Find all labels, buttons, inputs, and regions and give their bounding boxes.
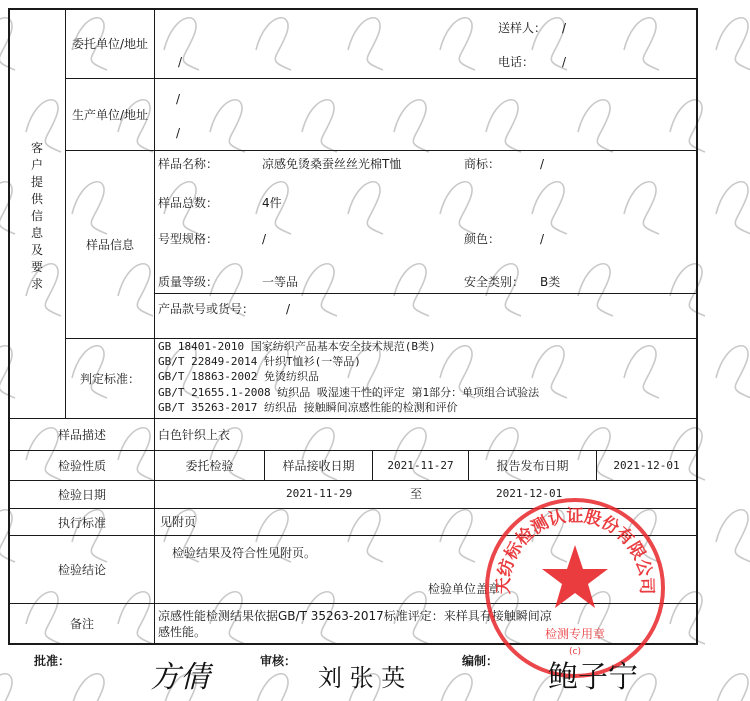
test-date-to-label: 至 xyxy=(410,487,423,501)
stamp-purpose-text: 检测专用章 xyxy=(544,627,606,641)
description-label: 样品描述 xyxy=(57,428,106,442)
safety-value: B类 xyxy=(540,275,561,289)
approve-label: 批准： xyxy=(34,654,71,668)
watermark-swirl xyxy=(440,18,475,70)
watermark-swirl xyxy=(578,264,613,316)
watermark-swirl xyxy=(716,346,750,398)
watermark-swirl xyxy=(716,674,750,701)
standard-item: GB/T 35263-2017 纺织品 接触瞬间凉感性能的检测和评价 xyxy=(158,401,458,414)
watermark-swirl xyxy=(0,674,15,701)
watermark-swirl xyxy=(716,18,750,70)
review-label: 审核： xyxy=(260,654,297,668)
watermark-swirl xyxy=(302,100,337,152)
stamp-org-text: 天纺标检测认证股份有限公司 xyxy=(493,506,657,595)
model-label: 号型规格： xyxy=(158,232,219,246)
watermark-swirl xyxy=(670,100,705,152)
watermark-swirl xyxy=(624,182,659,234)
producer-label: 生产单位/地址 xyxy=(71,108,149,122)
watermark-swirl xyxy=(486,264,521,316)
sample-count-value: 4件 xyxy=(262,196,282,210)
stamp-code-text: (c) xyxy=(569,647,581,657)
watermark-swirl xyxy=(348,182,383,234)
received-date-label: 样品接收日期 xyxy=(282,459,355,473)
watermark-swirl xyxy=(394,264,429,316)
sender-value: / xyxy=(562,21,567,35)
watermark-swirl xyxy=(440,182,475,234)
watermark-swirl xyxy=(486,100,521,152)
watermark-swirl xyxy=(670,264,705,316)
watermark-swirl xyxy=(72,674,107,701)
color-value: / xyxy=(540,232,545,246)
compile-signature: 鲍子宁 xyxy=(548,660,638,695)
watermark-swirl xyxy=(440,674,475,701)
nature-value: 委托检验 xyxy=(185,459,234,473)
brand-value: / xyxy=(540,157,545,171)
watermark-swirl xyxy=(394,100,429,152)
sample-count-label: 样品总数： xyxy=(158,196,219,210)
client-info-section-title: 客户提供信息及要求 xyxy=(30,141,43,291)
watermark-swirl xyxy=(578,100,613,152)
brand-label: 商标： xyxy=(464,157,501,171)
review-signature: 刘 张 英 xyxy=(318,664,406,692)
sender-label: 送样人： xyxy=(498,21,547,35)
grade-label: 质量等级： xyxy=(158,275,219,289)
standard-exec-label: 执行标准 xyxy=(57,515,106,530)
standards-label: 判定标准： xyxy=(79,372,140,386)
seal-label: 检验单位盖章 xyxy=(428,582,501,596)
star-icon xyxy=(542,545,608,608)
report-date-label: 报告发布日期 xyxy=(496,459,569,473)
nature-label: 检验性质 xyxy=(57,459,106,473)
watermark-swirl xyxy=(532,182,567,234)
style-label: 产品款号或货号： xyxy=(158,302,255,316)
style-value: / xyxy=(286,302,291,316)
watermark-swirl xyxy=(716,510,750,562)
description-value: 白色针织上衣 xyxy=(158,428,231,442)
watermark-swirl xyxy=(670,592,705,644)
sample-name-value: 凉感免烫桑蚕丝丝光棉T恤 xyxy=(262,157,402,171)
standard-item: GB 18401-2010 国家纺织产品基本安全技术规范(B类) xyxy=(158,340,436,353)
test-date-label: 检验日期 xyxy=(57,488,106,502)
remarks-line1: 凉感性能检测结果依据GB/T 35263-2017标准评定：来样具有接触瞬间凉 xyxy=(158,609,552,623)
remarks-line2: 感性能。 xyxy=(158,625,207,639)
color-label: 颜色： xyxy=(464,232,501,246)
watermark-swirl xyxy=(348,18,383,70)
report-date-value: 2021-12-01 xyxy=(613,459,680,472)
model-value: / xyxy=(262,232,267,246)
compile-label: 编制： xyxy=(462,654,499,668)
test-date-from: 2021-11-29 xyxy=(286,487,353,500)
approve-signature: 方倩 xyxy=(150,660,210,695)
watermark-swirl xyxy=(302,264,337,316)
standard-item: GB/T 22849-2014 针织T恤衫(一等品) xyxy=(158,355,361,368)
sample-name-label: 样品名称： xyxy=(158,157,219,171)
watermark-swirl xyxy=(256,674,291,701)
conclusion-label: 检验结论 xyxy=(57,563,106,577)
standard-exec-value: 见附页 xyxy=(160,515,197,529)
watermark-swirl xyxy=(210,100,245,152)
client-label: 委托单位/地址 xyxy=(71,37,149,51)
client-name-value: / xyxy=(178,55,183,69)
conclusion-value: 检验结果及符合性见附页。 xyxy=(172,546,317,560)
phone-value: / xyxy=(562,55,567,69)
producer-name-value: / xyxy=(176,92,181,106)
producer-address-value: / xyxy=(176,126,181,140)
standard-item: GB/T 21655.1-2008 纺织品 吸湿速干性的评定 第1部分：单项组合试验法 xyxy=(158,386,540,399)
watermark-swirl xyxy=(624,18,659,70)
watermark-swirl xyxy=(624,346,659,398)
sample-info-label: 样品信息 xyxy=(85,238,134,252)
safety-label: 安全类别： xyxy=(464,275,525,289)
grade-value: 一等品 xyxy=(262,275,299,289)
watermark-swirl xyxy=(256,18,291,70)
test-date-to: 2021-12-01 xyxy=(496,487,563,500)
remarks-label: 备注 xyxy=(69,617,94,631)
received-date-value: 2021-11-27 xyxy=(387,459,454,472)
standard-item: GB/T 18863-2002 免烫纺织品 xyxy=(158,370,319,383)
watermark-swirl xyxy=(716,182,750,234)
phone-label: 电话： xyxy=(498,55,535,69)
